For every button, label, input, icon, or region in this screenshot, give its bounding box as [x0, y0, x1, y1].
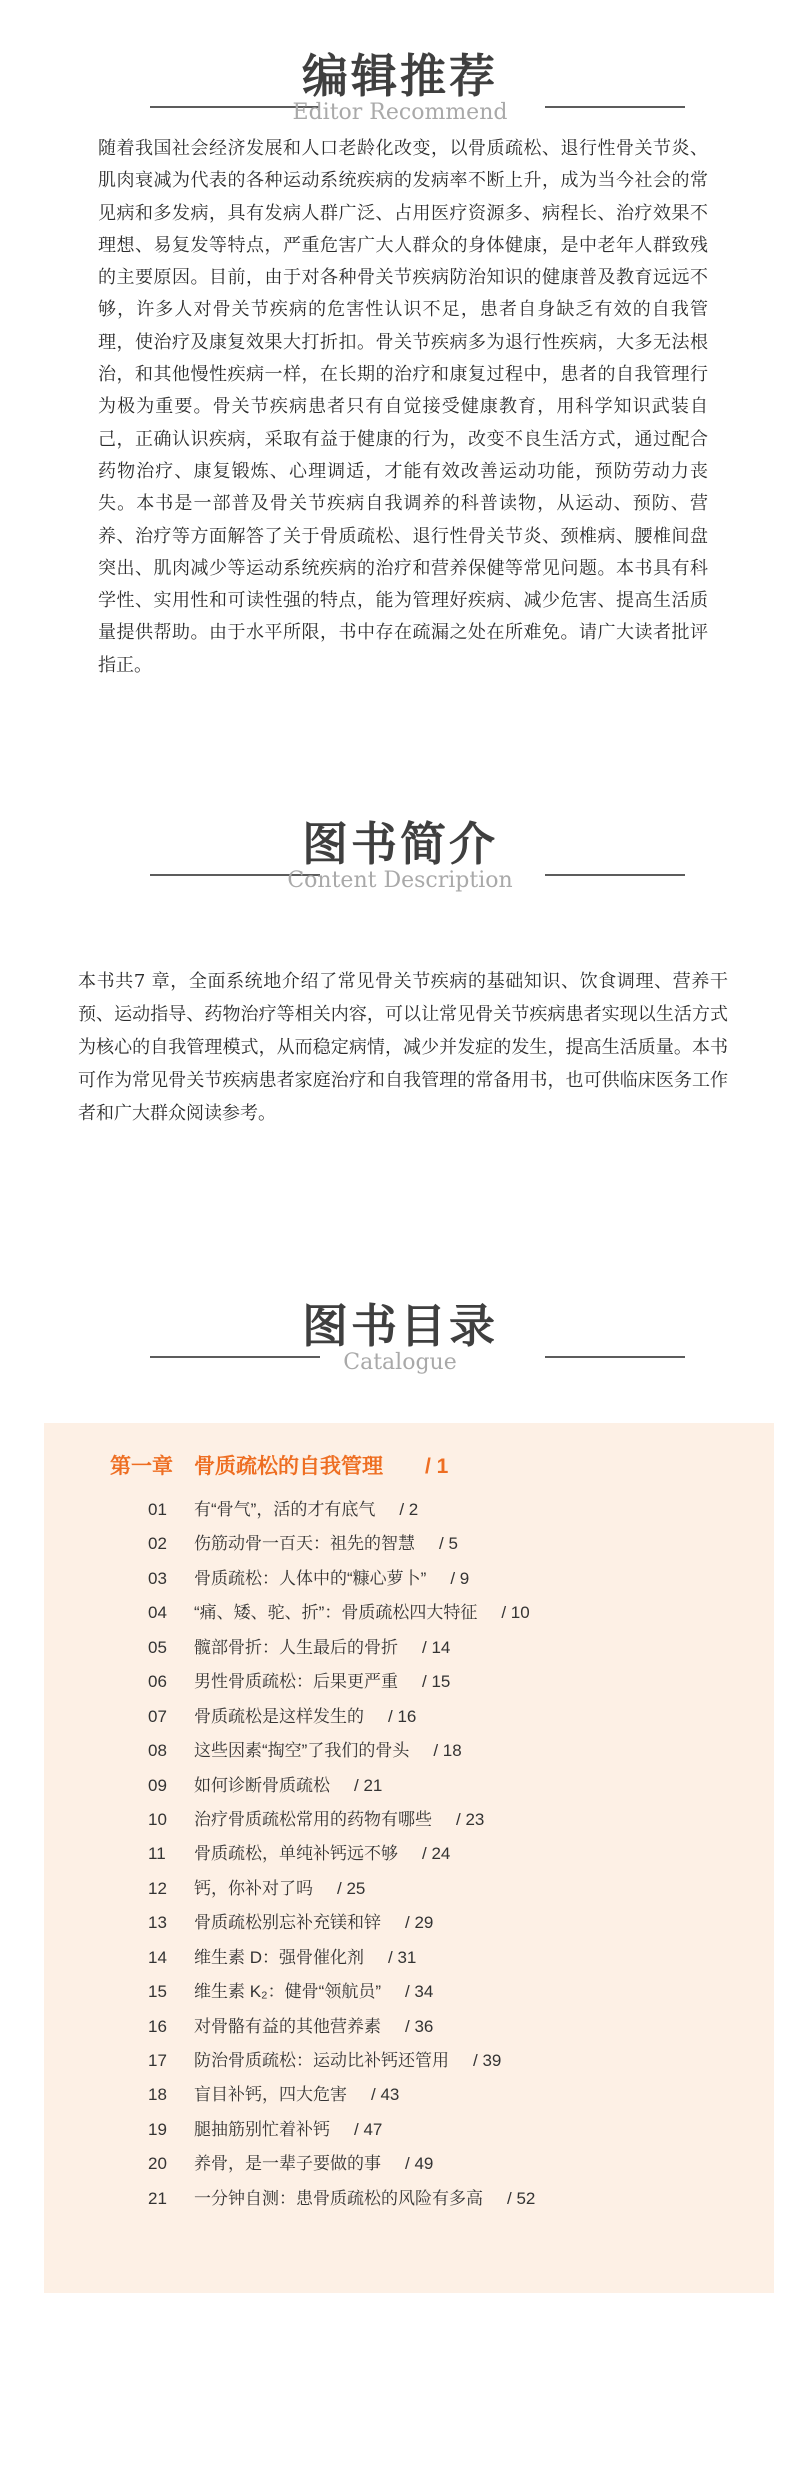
toc-item-title: 这些因素“掏空”了我们的骨头	[194, 1741, 410, 1761]
toc-item-title: 钙，你补对了吗	[194, 1878, 313, 1898]
toc-item-page: / 14	[422, 1637, 451, 1657]
toc-item-page: / 36	[405, 2016, 434, 2036]
toc-item-page: / 52	[507, 2188, 536, 2208]
toc-item-number: 08	[148, 1741, 167, 1761]
toc-item[interactable]	[148, 1837, 748, 1871]
toc-item[interactable]	[148, 1803, 748, 1837]
toc-item[interactable]	[148, 2010, 748, 2044]
toc-item[interactable]	[148, 1562, 748, 1596]
catalogue-header	[0, 1290, 800, 1400]
toc-item-number: 15	[148, 1982, 167, 2002]
toc-item-number: 17	[148, 2051, 167, 2070]
toc-item[interactable]	[148, 1596, 748, 1630]
toc-item-title: 有“骨气”，活的才有底气	[194, 1500, 376, 1519]
toc-item[interactable]	[148, 1700, 748, 1734]
toc-item-title: “痛、矮、驼、折”：骨质疏松四大特征	[194, 1603, 478, 1623]
content-description-header	[0, 808, 800, 918]
toc-item-page: / 15	[422, 1672, 451, 1692]
section-title: 图书目录	[302, 1299, 498, 1353]
toc-item-number: 03	[148, 1568, 167, 1588]
toc-item[interactable]	[148, 1527, 748, 1561]
toc-item[interactable]	[148, 2078, 748, 2112]
toc-item-number: 01	[148, 1500, 167, 1519]
toc-item-number: 05	[148, 1637, 167, 1657]
toc-item[interactable]	[148, 1769, 748, 1803]
toc-list	[148, 1493, 748, 2216]
section-subtitle: Editor Recommend	[292, 100, 508, 125]
section-title: 编辑推荐	[302, 49, 498, 103]
toc-item-number: 16	[148, 2016, 167, 2036]
toc-item-page: / 29	[405, 1913, 434, 1933]
toc-item-page: / 47	[354, 2119, 383, 2139]
toc-item-page: / 5	[439, 1534, 458, 1554]
toc-item-page: / 21	[354, 1775, 383, 1795]
chapter-heading[interactable]: 第一章 骨质疏松的自我管理 / 1	[110, 1455, 449, 1478]
toc-item-number: 20	[148, 2154, 167, 2174]
toc-item-page: / 24	[422, 1844, 451, 1864]
toc-item-title: 一分钟自测：患骨质疏松的风险有多高	[194, 2188, 483, 2208]
toc-item-page: / 23	[456, 1809, 485, 1829]
toc-item-page: / 25	[337, 1878, 366, 1898]
toc-item-number: 06	[148, 1672, 167, 1692]
toc-item[interactable]	[148, 1975, 748, 2009]
toc-item-page: / 10	[501, 1603, 530, 1623]
section-subtitle: Content Description	[287, 868, 513, 893]
description-paragraph: 本书共7 章，全面系统地介绍了常见骨关节疾病的基础知识、饮食调理、营养干预、运动指导、药物治疗等相关内容，可以让常见骨关节疾病患者实现以生活方式为核心的自我管理模式，从而稳定病情，减少并发症的发生，提高生活质量。本书可作为常见骨关节疾病患者家庭治疗和自我管理的常备用书，也可供临床医务工作者和广大群众阅读参考。	[78, 971, 728, 1124]
toc-item-page: / 39	[473, 2051, 502, 2070]
toc-item-number: 09	[148, 1775, 167, 1795]
toc-item-page: / 2	[399, 1500, 419, 1519]
toc-item-number: 11	[148, 1844, 166, 1864]
toc-item-title: 防治骨质疏松：运动比补钙还管用	[194, 2051, 449, 2070]
toc-item-number: 04	[148, 1603, 167, 1623]
toc-item[interactable]	[148, 2044, 748, 2078]
toc-item-number: 07	[148, 1706, 167, 1726]
toc-item[interactable]	[148, 2182, 748, 2216]
toc-item[interactable]	[148, 1734, 748, 1768]
toc-item-number: 19	[148, 2119, 167, 2139]
toc-item-title: 骨质疏松：人体中的“糠心萝卜”	[194, 1568, 427, 1588]
toc-item-number: 14	[148, 1947, 167, 1967]
toc-item-title: 髋部骨折：人生最后的骨折	[194, 1637, 398, 1657]
toc-item[interactable]	[148, 1941, 748, 1975]
toc-item-number: 13	[148, 1913, 167, 1933]
toc-item-title: 骨质疏松，单纯补钙远不够	[194, 1844, 398, 1864]
toc-item-title: 治疗骨质疏松常用的药物有哪些	[194, 1809, 432, 1829]
toc-item-title: 男性骨质疏松：后果更严重	[194, 1672, 398, 1692]
toc-item[interactable]	[148, 2113, 748, 2147]
toc-item-number: 21	[148, 2188, 167, 2208]
toc-item-title: 骨质疏松是这样发生的	[194, 1706, 364, 1726]
section-title: 图书简介	[302, 817, 498, 871]
toc-item[interactable]	[148, 1493, 748, 1527]
section-subtitle: Catalogue	[343, 1350, 457, 1375]
toc-item[interactable]	[148, 1665, 748, 1699]
toc-item-number: 12	[148, 1878, 167, 1898]
toc-item-title: 如何诊断骨质疏松	[194, 1775, 330, 1795]
toc-item-page: / 16	[388, 1706, 417, 1726]
toc-item-number: 18	[148, 2085, 167, 2105]
toc-item-title: 腿抽筋别忙着补钙	[194, 2119, 330, 2139]
toc-item-page: / 49	[405, 2154, 434, 2174]
toc-item[interactable]	[148, 1631, 748, 1665]
toc-item-title: 对骨骼有益的其他营养素	[194, 2016, 381, 2036]
toc-item-number: 10	[148, 1809, 167, 1829]
toc-item-page: / 31	[388, 1947, 417, 1967]
toc-item-title: 养骨，是一辈子要做的事	[194, 2154, 381, 2174]
toc-item-page: / 18	[433, 1741, 462, 1761]
toc-item-title: 骨质疏松别忘补充镁和锌	[194, 1913, 381, 1933]
toc-item[interactable]	[148, 1906, 748, 1940]
toc-item-title: 盲目补钙，四大危害	[194, 2085, 347, 2105]
toc-item[interactable]	[148, 2147, 748, 2181]
toc-item-number: 02	[148, 1534, 167, 1554]
recommend-paragraph: 随着我国社会经济发展和人口老龄化改变，以骨质疏松、退行性骨关节炎、肌肉衰减为代表的各种运动系统疾病的发病率不断上升，成为当今社会的常见病和多发病，具有发病人群广泛、占用医疗资源多、病程长、治疗效果不理想、易复发等特点，严重危害广大人群众的身体健康，是中老年人群致残的主要原因。目前，由于对各种骨关节疾病防治知识的健康普及教育远远不够，许多人对骨关节疾病的危害性认识不足，患者自身缺乏有效的自我管理，使治疗及康复效果大打折扣。骨关节疾病多为退行性疾病，大多无法根治，和其他慢性疾病一样，在长期的治疗和康复过程中，患者的自我管理行为极为重要。骨关节疾病患者只有自觉接受健康教育，用科学知识武装自己，正确认识疾病，采取有益于健康的行为，改变不良生活方式，通过配合药物治疗、康复锻炼、心理调适，才能有效改善运动功能，预防劳动力丧失。本书是一部普及骨关节疾病自我调养的科普读物，从运动、预防、营养、治疗等方面解答了关于骨质疏松、退行性骨关节炎、颈椎病、腰椎间盘突出、肌肉减少等运动系统疾病的治疗和营养保健等常见问题。本书具有科学性、实用性和可读性强的特点，能为管理好疾病、减少危害、提高生活质量提供帮助。由于水平所限，书中存在疏漏之处在所难免。请广大读者批评指正。	[98, 138, 708, 676]
toc-item-page: / 9	[450, 1568, 470, 1588]
toc-item-title: 维生素 K₂：健骨“领航员”	[194, 1982, 381, 2002]
toc-item-page: / 43	[371, 2085, 400, 2105]
toc-item-title: 维生素 D：强骨催化剂	[194, 1947, 364, 1967]
toc-item-title: 伤筋动骨一百天：祖先的智慧	[194, 1534, 415, 1554]
toc-item[interactable]	[148, 1872, 748, 1906]
toc-item-page: / 34	[404, 1982, 434, 2002]
